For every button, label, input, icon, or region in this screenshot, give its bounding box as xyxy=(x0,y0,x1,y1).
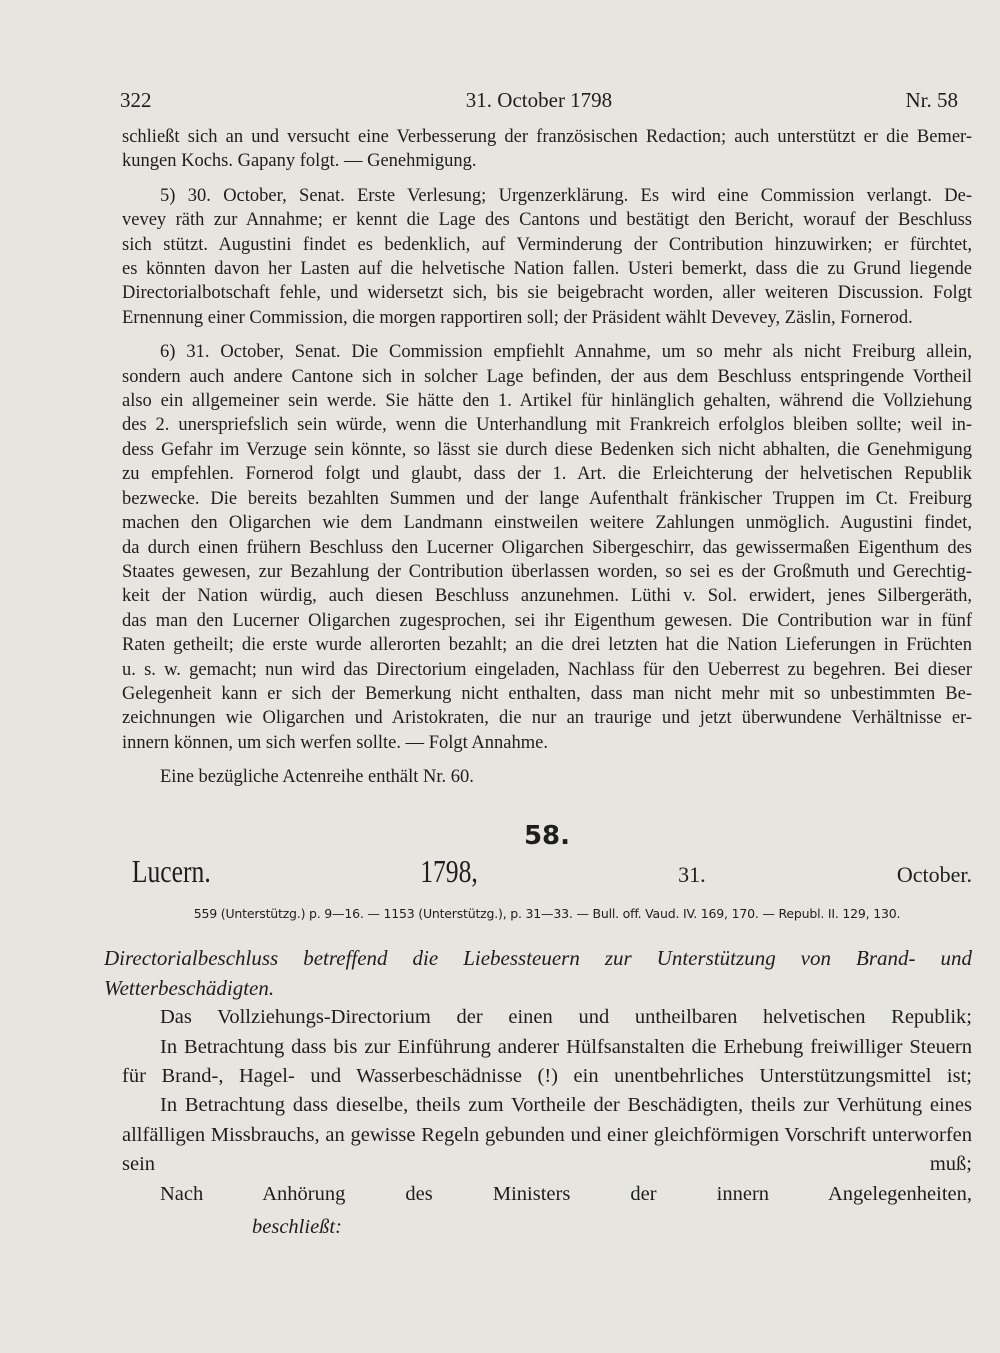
text-line: u. s. w. gemacht; nun wird das Directorium eingeladen, Nachlass für den Ueberrest zu begehren. Bei dieser xyxy=(122,659,972,680)
text-line: des 2. unerspriefslich sein würde, wenn die Unterhandlung mit Frankreich erfolglos bleiben sollte; weil in- xyxy=(122,415,972,436)
text-line: Gelegenheit kann er sich der Bemerkung nicht enthalten, dass man nicht mehr mit so unbestimmten Be- xyxy=(122,683,972,704)
text-line: bezwecke. Die bereits bezahlten Summen und der lange Aufenthalt fränkischer Truppen im Ct. Freiburg xyxy=(122,488,972,509)
page-number: 322 xyxy=(120,88,152,112)
document-place: Lucern. xyxy=(131,852,211,889)
text-line: Raten getheilt; die erste wurde allerorten bezahlt; an die drei letzten hat die Nation Lieferungen in Früchten xyxy=(122,635,972,656)
header-date: 31. October 1798 xyxy=(465,88,613,112)
text-line: 6) 31. October, Senat. Die Commission empfiehlt Annahme, um so mehr als nicht Freiburg allein, xyxy=(160,342,972,363)
source-references: 559 (Unterstützg.) p. 9—16. — 1153 (Unterstützg.), p. 31—33. — Bull. off. Vaud. IV. 169, 170. — Republ. II. 129, 130. xyxy=(193,905,901,921)
paragraph xyxy=(122,125,972,174)
text-line: innern können, um sich werfen sollte. — Folgt Annahme. xyxy=(122,732,548,753)
text-line: kungen Kochs. Gapany folgt. — Genehmigung. xyxy=(122,151,477,172)
text-line: zeichnungen wie Oligarchen und Aristokraten, die nur an traurige und jetzt überwundene Verhältnisse er- xyxy=(122,708,972,729)
text-line: In Betrachtung dass dieselbe, theils zum Vortheile der Beschädigten, theils zur Verhütung eines xyxy=(160,1094,972,1117)
paragraph xyxy=(122,340,972,755)
text-line: Das Vollziehungs-Directorium der einen und untheilbaren helvetischen Republik; xyxy=(160,1006,972,1029)
text-line: also ein allgemeiner sein werde. Sie hätte den 1. Artikel für hinlänglich gehalten, während die Vollziehung xyxy=(122,391,972,412)
document-year: 1798, xyxy=(420,852,479,889)
text-line: zu empfehlen. Fornerod folgt und glaubt, dass der 1. Art. die Erleichterung der helvetischen Republik xyxy=(122,464,972,485)
text-line: 5) 30. October, Senat. Erste Verlesung; Urgenzerklärung. Es wird eine Commission verlangt. De- xyxy=(160,185,972,206)
text-line: da durch einen frühern Beschluss den Lucerner Oligarchen Sibergeschirr, das gewissermaßen Eigenthum des xyxy=(122,537,972,558)
page-header xyxy=(120,88,958,118)
document-heading-number: 58. xyxy=(523,820,571,851)
text-line: Directorialbotschaft fehle, und widersetzt sich, bis sie beigebracht worden, aller weiteren Discussion. Folgt xyxy=(122,283,972,304)
text-line: sondern auch andere Cantone sich in solcher Lage befinden, der aus dem Beschluss entspringende Vortheil xyxy=(122,366,972,387)
text-line: In Betrachtung dass bis zur Einführung anderer Hülfsanstalten die Erhebung freiwilliger Steuern xyxy=(160,1035,972,1058)
text-line: keit der Nation würdig, auch diesen Beschluss anzunehmen. Lüthi v. Sol. erwidert, jenes Silbergeräth, xyxy=(122,586,972,607)
text-line: sein muß; xyxy=(122,1153,972,1176)
text-line: Nach Anhörung des Ministers der innern Angelegenheiten, xyxy=(160,1182,972,1205)
paragraph xyxy=(122,184,972,330)
text-line: schließt sich an und versucht eine Verbesserung der französischen Redaction; auch unterstützt er die Bemer- xyxy=(122,127,972,147)
document-date: 31. October. xyxy=(678,861,972,887)
text-line: allfälligen Missbrauchs, an gewisse Regeln gebunden und einer gleichförmigen Vorschrift unterworfen xyxy=(122,1123,972,1146)
document-title: Directorialbeschluss betreffend die Liebessteuern zur Unterstützung von Brand- und Wetterbeschädigten. xyxy=(104,946,972,1000)
document-text xyxy=(104,944,972,1242)
document-number-ref: Nr. 58 xyxy=(905,88,958,112)
text-line: machen den Oligarchen wie dem Landmann einstweilen weitere Zahlungen unmöglich. Augustini findet, xyxy=(122,513,972,534)
text-line: sich stützt. Augustini findet es bedenklich, auf Verminderung der Contribution hinzuwirken; er fürchtet, xyxy=(122,234,972,255)
page-body xyxy=(104,125,972,1242)
text-line: Staates gewesen, zur Bezahlung der Contribution überlassen worden, so sei es der Großmuth und Gerechtig- xyxy=(122,561,972,582)
text-line: es könnten davon her Lasten auf die helvetische Nation fallen. Usteri bemerkt, dass die zu Grund liegende xyxy=(122,259,972,280)
text-line: vevey räth zur Annahme; er kennt die Lage des Cantons und bestätigt den Bericht, worauf der Beschluss xyxy=(122,210,972,231)
paragraph xyxy=(122,765,972,789)
document-place-date xyxy=(122,854,972,892)
text-line: Ernennung einer Commission, die morgen rapportiren soll; der Präsident wählt Devevey, Zäslin, Fornerod. xyxy=(122,307,913,328)
text-line: für Brand-, Hagel- und Wasserbeschädnisse (!) ein unentbehrliches Unterstützungsmittel ist; xyxy=(122,1065,972,1087)
text-line: dess Gefahr im Verzuge sein könnte, so lässt sie durch diese Bedenken sich nicht abhalten, die Genehmigung xyxy=(122,439,972,460)
text-line: das man den Lucerner Oligarchen zugesprochen, sei ihr Eigenthum gewesen. Die Contribution war in fünf xyxy=(122,610,972,631)
resolution-word: beschließt: xyxy=(252,1216,342,1239)
text-line: Eine bezügliche Actenreihe enthält Nr. 60. xyxy=(160,767,474,788)
